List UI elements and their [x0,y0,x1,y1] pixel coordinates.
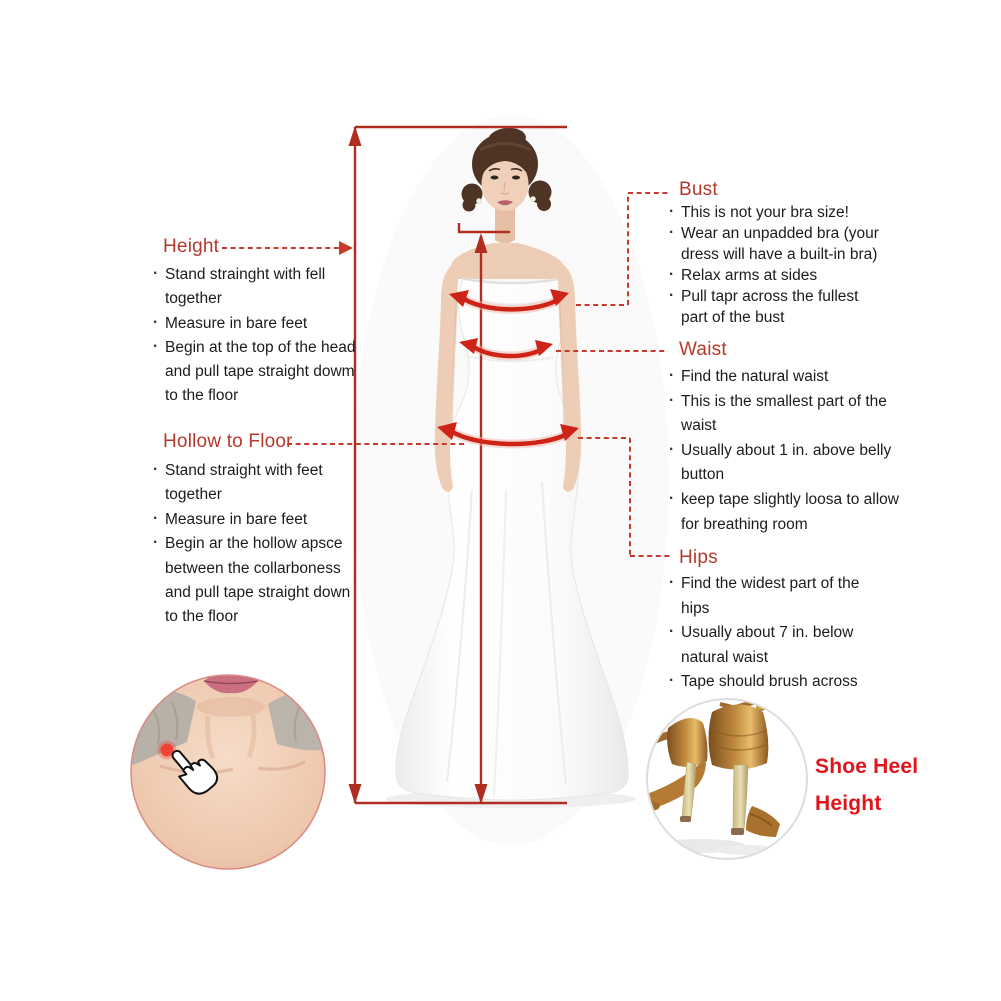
height-instructions [152,263,355,409]
instruction-line: · Wear an unpadded bra (your [668,223,879,244]
instruction-line: · Stand straight with feet [152,459,350,483]
instruction-line: for breathing room [681,515,808,533]
shoe-heel-line2: Height [815,792,882,815]
instruction-line: · Find the widest part of the [668,572,859,597]
hollow-to-floor-section [152,431,350,630]
instruction-line: · Begin at the top of the head [152,336,355,360]
red-dot-marker [161,744,174,757]
instruction-line: hips [681,599,710,617]
instruction-line: dress will have a built-in bra) [681,246,878,263]
instruction-line: between the collarboness [165,559,341,577]
instruction-line: to the floor [165,608,239,626]
shoe-heel-height-label [815,748,918,822]
instruction-line: to the floor [165,387,239,405]
instruction-line: · Pull tapr across the fullest [668,286,879,307]
instruction-line: · This is the smallest part of the [668,390,899,415]
instruction-line: · keep tape slightly loosa to allow [668,488,899,513]
bust-section [668,179,879,328]
model-figure [353,115,669,845]
instruction-line: · Stand strainght with fell [152,263,355,287]
instruction-line: · Usually about 1 in. above belly [668,439,899,464]
instruction-line: · Find the natural waist [668,365,899,390]
bust-title: Bust [679,179,718,200]
instruction-line: button [681,466,725,484]
instruction-line: · Measure in bare feet [152,312,355,336]
hips-title: Hips [679,547,718,568]
hollow-to-floor-title: Hollow to Floor [163,431,293,452]
instruction-line: and pull tape straight dowm [165,363,355,381]
height-title: Height [163,236,220,257]
waist-section [668,339,899,537]
instruction-line: · Relax arms at sides [668,265,879,286]
neck-closeup-photo [128,674,328,869]
bust-instructions [668,202,879,328]
hips-instructions [668,572,859,695]
instruction-line: and pull tape straight down [165,584,351,602]
waist-title: Waist [679,339,727,360]
instruction-line: part of the bust [681,309,785,326]
instruction-line: · Usually about 7 in. below [668,621,859,646]
instruction-line: · Measure in bare feet [152,508,350,532]
instruction-line: · Begin ar the hollow apsce [152,532,350,556]
shoe-heel-line1: Shoe Heel [815,755,919,778]
hips-section [668,547,859,695]
instruction-line: natural waist [681,648,769,666]
instruction-line: together [165,290,222,308]
instruction-line: together [165,486,222,504]
height-section [152,236,355,409]
instruction-line: waist [681,417,717,435]
waist-instructions [668,365,899,537]
instruction-line: · Tape should brush across [668,670,859,695]
hollow-to-floor-instructions [152,459,350,630]
shoes-photo [634,699,807,859]
instruction-line: · This is not your bra size! [668,202,879,223]
